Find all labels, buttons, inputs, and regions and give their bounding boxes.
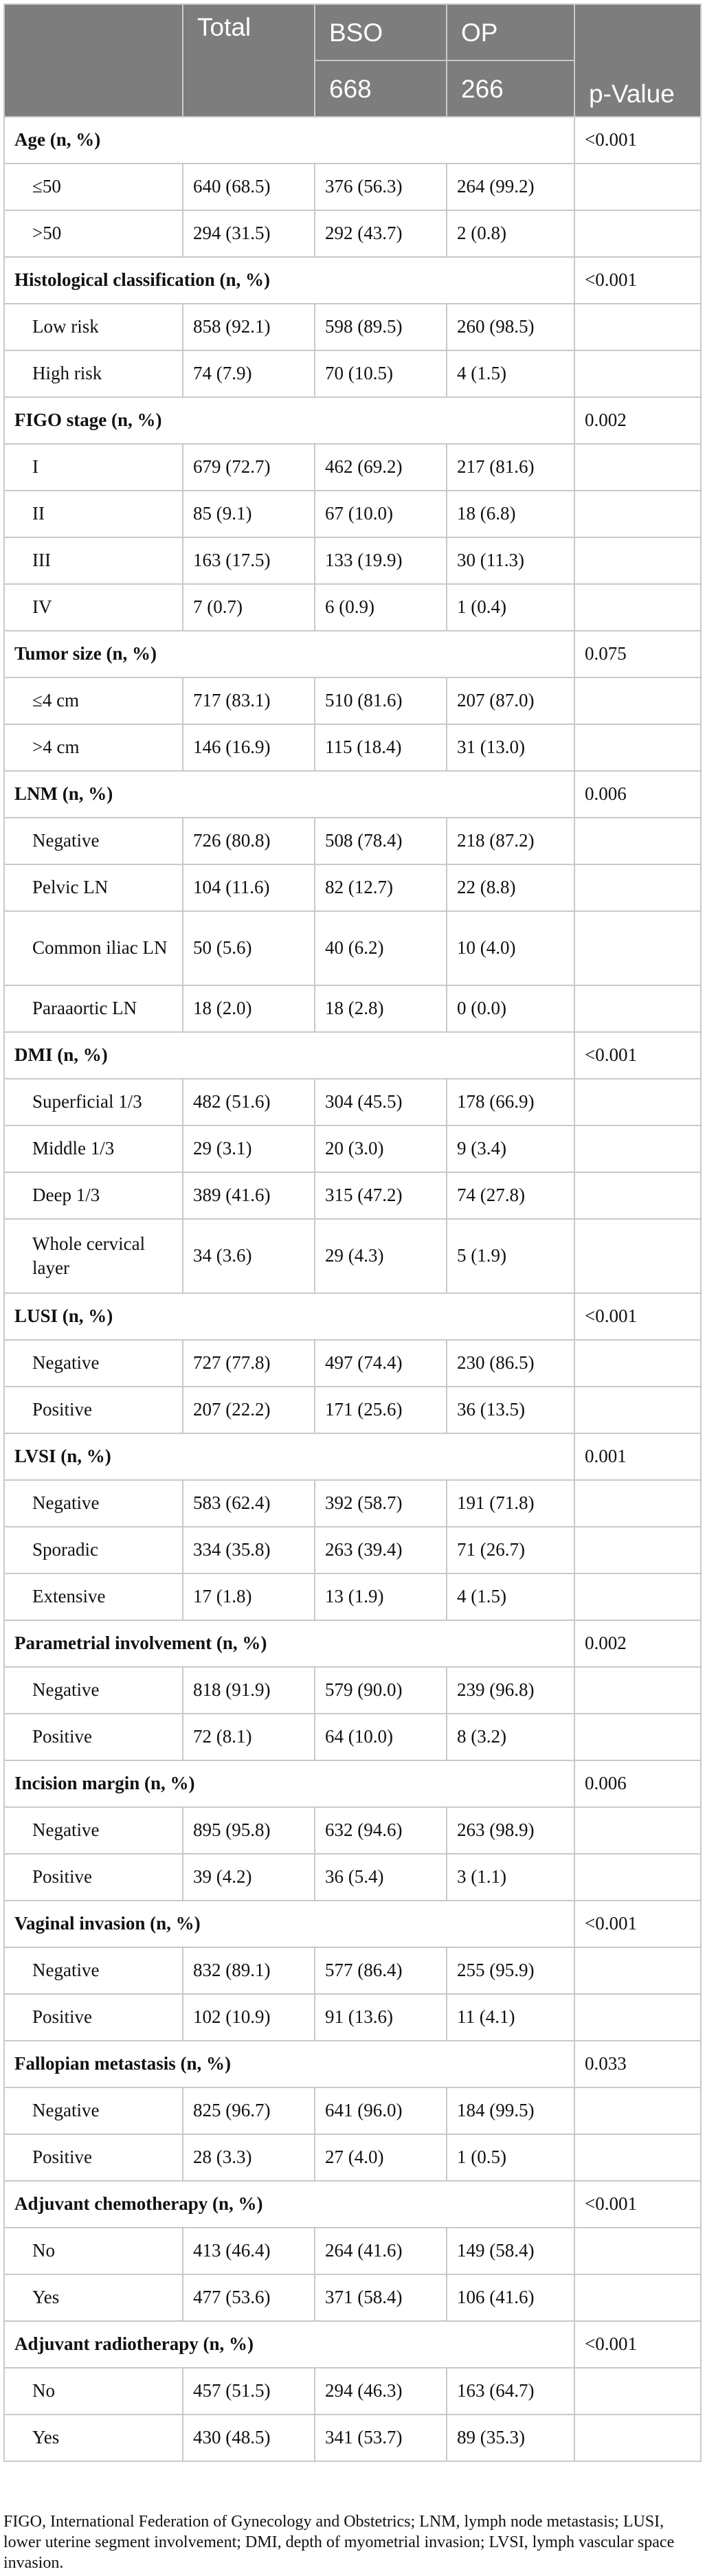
cell-p-empty <box>574 537 701 584</box>
cell-op: 191 (71.8) <box>447 1480 574 1527</box>
cell-bso: 40 (6.2) <box>315 911 447 985</box>
table-row <box>4 444 701 491</box>
cell-p-empty <box>574 304 701 350</box>
cell-bso: 115 (18.4) <box>315 724 447 771</box>
cell-p-empty <box>574 724 701 771</box>
cell-bso: 376 (56.3) <box>315 164 447 210</box>
cell-op: 10 (4.0) <box>447 911 574 985</box>
cell-p-empty <box>574 2368 701 2415</box>
row-label: High risk <box>4 350 183 397</box>
row-label: ≤4 cm <box>4 677 183 724</box>
cell-p-empty <box>574 444 701 491</box>
cell-p-empty <box>574 985 701 1032</box>
cell-op: 89 (35.3) <box>447 2415 574 2461</box>
cell-total: 726 (80.8) <box>183 818 315 864</box>
cell-total: 29 (3.1) <box>183 1125 315 1172</box>
cell-total: 717 (83.1) <box>183 677 315 724</box>
section-p-value: 0.006 <box>574 771 701 818</box>
cell-bso: 341 (53.7) <box>315 2415 447 2461</box>
table-row <box>4 1947 701 1994</box>
cell-op: 2 (0.8) <box>447 210 574 257</box>
cell-p-empty <box>574 1079 701 1125</box>
cell-bso: 13 (1.9) <box>315 1573 447 1620</box>
cell-op: 1 (0.5) <box>447 2134 574 2181</box>
cell-total: 146 (16.9) <box>183 724 315 771</box>
section-p-value: <0.001 <box>574 1901 701 1947</box>
cell-total: 50 (5.6) <box>183 911 315 985</box>
cell-p-empty <box>574 2274 701 2321</box>
section-header-row <box>4 1293 701 1340</box>
table-row <box>4 1172 701 1219</box>
table-row <box>4 985 701 1032</box>
cell-p-empty <box>574 350 701 397</box>
cell-op: 239 (96.8) <box>447 1667 574 1714</box>
cell-p-empty <box>574 2087 701 2134</box>
table-row <box>4 1994 701 2041</box>
table-row <box>4 2415 701 2461</box>
row-label: Superficial 1/3 <box>4 1079 183 1125</box>
table-header <box>4 4 701 117</box>
cell-p-empty <box>574 1480 701 1527</box>
row-label: Negative <box>4 2087 183 2134</box>
cell-total: 430 (48.5) <box>183 2415 315 2461</box>
table-row <box>4 677 701 724</box>
cell-op: 217 (81.6) <box>447 444 574 491</box>
row-label: Negative <box>4 1807 183 1854</box>
cell-total: 104 (11.6) <box>183 864 315 911</box>
cell-bso: 294 (46.3) <box>315 2368 447 2415</box>
table-row <box>4 1125 701 1172</box>
cell-op: 207 (87.0) <box>447 677 574 724</box>
cell-p-empty <box>574 1387 701 1433</box>
section-p-value: <0.001 <box>574 1032 701 1079</box>
cell-op: 4 (1.5) <box>447 350 574 397</box>
header-blank <box>4 4 183 117</box>
section-header-row <box>4 1620 701 1667</box>
cell-bso: 263 (39.4) <box>315 1527 447 1573</box>
section-title: DMI (n, %) <box>4 1032 574 1079</box>
row-label: Negative <box>4 818 183 864</box>
cell-p-empty <box>574 911 701 985</box>
table-row <box>4 491 701 537</box>
table-row <box>4 1387 701 1433</box>
cell-op: 8 (3.2) <box>447 1714 574 1760</box>
section-p-value: 0.033 <box>574 2041 701 2087</box>
cell-op: 255 (95.9) <box>447 1947 574 1994</box>
cell-total: 102 (10.9) <box>183 1994 315 2041</box>
table-row <box>4 1219 701 1293</box>
header-op-n: 266 <box>447 60 574 117</box>
cell-op: 0 (0.0) <box>447 985 574 1032</box>
cell-total: 39 (4.2) <box>183 1854 315 1901</box>
section-header-row <box>4 1901 701 1947</box>
table-row <box>4 1079 701 1125</box>
cell-bso: 264 (41.6) <box>315 2228 447 2274</box>
row-label: Negative <box>4 1480 183 1527</box>
cell-p-empty <box>574 2228 701 2274</box>
cell-op: 106 (41.6) <box>447 2274 574 2321</box>
table-row <box>4 864 701 911</box>
cell-total: 85 (9.1) <box>183 491 315 537</box>
cell-p-empty <box>574 677 701 724</box>
cell-bso: 577 (86.4) <box>315 1947 447 1994</box>
header-op: OP <box>447 4 574 60</box>
section-header-row <box>4 1433 701 1480</box>
cell-op: 184 (99.5) <box>447 2087 574 2134</box>
table-row <box>4 2087 701 2134</box>
row-label: Common iliac LN <box>4 911 183 985</box>
table-row <box>4 818 701 864</box>
section-title: LVSI (n, %) <box>4 1433 574 1480</box>
section-header-row <box>4 1760 701 1807</box>
cell-total: 832 (89.1) <box>183 1947 315 1994</box>
cell-total: 727 (77.8) <box>183 1340 315 1387</box>
cell-p-empty <box>574 210 701 257</box>
cell-total: 679 (72.7) <box>183 444 315 491</box>
table-row <box>4 2228 701 2274</box>
cell-op: 71 (26.7) <box>447 1527 574 1573</box>
table-row <box>4 1340 701 1387</box>
row-label: Positive <box>4 1387 183 1433</box>
cell-bso: 29 (4.3) <box>315 1219 447 1293</box>
cell-p-empty <box>574 1807 701 1854</box>
section-title: Parametrial involvement (n, %) <box>4 1620 574 1667</box>
cell-p-empty <box>574 1573 701 1620</box>
cell-op: 1 (0.4) <box>447 584 574 631</box>
cell-bso: 64 (10.0) <box>315 1714 447 1760</box>
section-title: Adjuvant radiotherapy (n, %) <box>4 2321 574 2368</box>
cell-bso: 292 (43.7) <box>315 210 447 257</box>
cell-op: 5 (1.9) <box>447 1219 574 1293</box>
cell-bso: 133 (19.9) <box>315 537 447 584</box>
table-row <box>4 1480 701 1527</box>
cell-p-empty <box>574 1172 701 1219</box>
header-pvalue: p-Value <box>574 4 701 117</box>
header-bso: BSO <box>315 4 447 60</box>
cell-bso: 27 (4.0) <box>315 2134 447 2181</box>
cell-bso: 36 (5.4) <box>315 1854 447 1901</box>
cell-bso: 497 (74.4) <box>315 1340 447 1387</box>
cell-op: 263 (98.9) <box>447 1807 574 1854</box>
row-label: Positive <box>4 1714 183 1760</box>
cell-op: 178 (66.9) <box>447 1079 574 1125</box>
cell-total: 389 (41.6) <box>183 1172 315 1219</box>
table-row <box>4 584 701 631</box>
table-row <box>4 1854 701 1901</box>
cell-bso: 6 (0.9) <box>315 584 447 631</box>
table-row <box>4 2368 701 2415</box>
cell-p-empty <box>574 164 701 210</box>
table-row <box>4 210 701 257</box>
cell-p-empty <box>574 1994 701 2041</box>
row-label: Negative <box>4 1947 183 1994</box>
cell-p-empty <box>574 1527 701 1573</box>
cell-total: 72 (8.1) <box>183 1714 315 1760</box>
cell-p-empty <box>574 864 701 911</box>
table-footnote: FIGO, International Federation of Gynecology and Obstetrics; LNM, lymph node metastasis; LUSI, lower uterine segment involvement; DMI, depth of myometrial invasion; LVSI, lymph vascular space invasion. <box>3 2513 675 2572</box>
row-label: Negative <box>4 1667 183 1714</box>
row-label: >50 <box>4 210 183 257</box>
row-label: Negative <box>4 1340 183 1387</box>
cell-total: 7 (0.7) <box>183 584 315 631</box>
section-p-value: <0.001 <box>574 117 701 164</box>
row-label: Positive <box>4 1854 183 1901</box>
row-label: Low risk <box>4 304 183 350</box>
table-row <box>4 1527 701 1573</box>
cell-bso: 598 (89.5) <box>315 304 447 350</box>
cell-bso: 641 (96.0) <box>315 2087 447 2134</box>
cell-total: 18 (2.0) <box>183 985 315 1032</box>
section-header-row <box>4 257 701 304</box>
cell-total: 207 (22.2) <box>183 1387 315 1433</box>
section-title: Incision margin (n, %) <box>4 1760 574 1807</box>
header-total: Total <box>183 4 315 117</box>
section-p-value: <0.001 <box>574 2321 701 2368</box>
cell-op: 36 (13.5) <box>447 1387 574 1433</box>
section-title: Tumor size (n, %) <box>4 631 574 677</box>
cell-op: 163 (64.7) <box>447 2368 574 2415</box>
cell-bso: 18 (2.8) <box>315 985 447 1032</box>
cell-p-empty <box>574 584 701 631</box>
cell-op: 11 (4.1) <box>447 1994 574 2041</box>
row-label: III <box>4 537 183 584</box>
cell-total: 34 (3.6) <box>183 1219 315 1293</box>
table-row <box>4 304 701 350</box>
section-p-value: 0.002 <box>574 1620 701 1667</box>
cell-op: 22 (8.8) <box>447 864 574 911</box>
cell-total: 457 (51.5) <box>183 2368 315 2415</box>
cell-bso: 462 (69.2) <box>315 444 447 491</box>
section-header-row <box>4 771 701 818</box>
cell-op: 218 (87.2) <box>447 818 574 864</box>
cell-bso: 70 (10.5) <box>315 350 447 397</box>
row-label: Yes <box>4 2274 183 2321</box>
cell-op: 4 (1.5) <box>447 1573 574 1620</box>
row-label: No <box>4 2228 183 2274</box>
section-title: FIGO stage (n, %) <box>4 397 574 444</box>
table-row <box>4 164 701 210</box>
cell-op: 74 (27.8) <box>447 1172 574 1219</box>
cell-p-empty <box>574 1714 701 1760</box>
section-p-value: 0.001 <box>574 1433 701 1480</box>
cell-total: 825 (96.7) <box>183 2087 315 2134</box>
cell-p-empty <box>574 1219 701 1293</box>
cell-bso: 171 (25.6) <box>315 1387 447 1433</box>
cell-total: 17 (1.8) <box>183 1573 315 1620</box>
cell-bso: 632 (94.6) <box>315 1807 447 1854</box>
table-row <box>4 1714 701 1760</box>
characteristics-table <box>3 3 702 2462</box>
cell-total: 477 (53.6) <box>183 2274 315 2321</box>
section-header-row <box>4 2321 701 2368</box>
row-label: Positive <box>4 2134 183 2181</box>
section-title: LUSI (n, %) <box>4 1293 574 1340</box>
row-label: >4 cm <box>4 724 183 771</box>
cell-total: 74 (7.9) <box>183 350 315 397</box>
section-header-row <box>4 1032 701 1079</box>
section-header-row <box>4 117 701 164</box>
row-label: II <box>4 491 183 537</box>
cell-bso: 510 (81.6) <box>315 677 447 724</box>
cell-op: 30 (11.3) <box>447 537 574 584</box>
table-row <box>4 1667 701 1714</box>
table-row <box>4 1807 701 1854</box>
section-title: Histological classification (n, %) <box>4 257 574 304</box>
section-p-value: <0.001 <box>574 2181 701 2228</box>
row-label: Paraaortic LN <box>4 985 183 1032</box>
cell-op: 31 (13.0) <box>447 724 574 771</box>
cell-bso: 304 (45.5) <box>315 1079 447 1125</box>
cell-bso: 82 (12.7) <box>315 864 447 911</box>
cell-op: 149 (58.4) <box>447 2228 574 2274</box>
cell-total: 640 (68.5) <box>183 164 315 210</box>
cell-bso: 508 (78.4) <box>315 818 447 864</box>
section-p-value: <0.001 <box>574 1293 701 1340</box>
table-row <box>4 350 701 397</box>
table-body <box>4 117 701 2461</box>
cell-p-empty <box>574 1340 701 1387</box>
cell-bso: 579 (90.0) <box>315 1667 447 1714</box>
cell-p-empty <box>574 1125 701 1172</box>
section-header-row <box>4 2181 701 2228</box>
cell-op: 260 (98.5) <box>447 304 574 350</box>
row-label: Middle 1/3 <box>4 1125 183 1172</box>
row-label: Whole cervical layer <box>4 1219 183 1293</box>
cell-p-empty <box>574 2134 701 2181</box>
cell-op: 230 (86.5) <box>447 1340 574 1387</box>
section-title: LNM (n, %) <box>4 771 574 818</box>
row-label: Deep 1/3 <box>4 1172 183 1219</box>
row-label: IV <box>4 584 183 631</box>
row-label: Pelvic LN <box>4 864 183 911</box>
section-header-row <box>4 2041 701 2087</box>
section-p-value: 0.002 <box>574 397 701 444</box>
section-p-value: 0.006 <box>574 1760 701 1807</box>
section-p-value: 0.075 <box>574 631 701 677</box>
row-label: Yes <box>4 2415 183 2461</box>
cell-total: 334 (35.8) <box>183 1527 315 1573</box>
row-label: No <box>4 2368 183 2415</box>
header-bso-n: 668 <box>315 60 447 117</box>
table-row <box>4 537 701 584</box>
table-row <box>4 2134 701 2181</box>
row-label: ≤50 <box>4 164 183 210</box>
cell-op: 3 (1.1) <box>447 1854 574 1901</box>
cell-op: 9 (3.4) <box>447 1125 574 1172</box>
cell-total: 163 (17.5) <box>183 537 315 584</box>
cell-op: 18 (6.8) <box>447 491 574 537</box>
cell-p-empty <box>574 1854 701 1901</box>
cell-total: 294 (31.5) <box>183 210 315 257</box>
cell-total: 28 (3.3) <box>183 2134 315 2181</box>
section-p-value: <0.001 <box>574 257 701 304</box>
section-title: Age (n, %) <box>4 117 574 164</box>
cell-bso: 91 (13.6) <box>315 1994 447 2041</box>
row-label: I <box>4 444 183 491</box>
table-row <box>4 724 701 771</box>
cell-bso: 371 (58.4) <box>315 2274 447 2321</box>
cell-p-empty <box>574 818 701 864</box>
row-label: Positive <box>4 1994 183 2041</box>
cell-bso: 67 (10.0) <box>315 491 447 537</box>
row-label: Sporadic <box>4 1527 183 1573</box>
cell-total: 818 (91.9) <box>183 1667 315 1714</box>
cell-bso: 20 (3.0) <box>315 1125 447 1172</box>
table-row <box>4 2274 701 2321</box>
cell-total: 583 (62.4) <box>183 1480 315 1527</box>
section-title: Adjuvant chemotherapy (n, %) <box>4 2181 574 2228</box>
section-header-row <box>4 397 701 444</box>
cell-bso: 315 (47.2) <box>315 1172 447 1219</box>
cell-total: 482 (51.6) <box>183 1079 315 1125</box>
section-header-row <box>4 631 701 677</box>
row-label: Extensive <box>4 1573 183 1620</box>
cell-total: 858 (92.1) <box>183 304 315 350</box>
cell-op: 264 (99.2) <box>447 164 574 210</box>
table-row <box>4 1573 701 1620</box>
cell-total: 413 (46.4) <box>183 2228 315 2274</box>
section-title: Vaginal invasion (n, %) <box>4 1901 574 1947</box>
cell-p-empty <box>574 1667 701 1714</box>
cell-bso: 392 (58.7) <box>315 1480 447 1527</box>
cell-p-empty <box>574 2415 701 2461</box>
section-title: Fallopian metastasis (n, %) <box>4 2041 574 2087</box>
cell-p-empty <box>574 1947 701 1994</box>
table-row <box>4 911 701 985</box>
cell-total: 895 (95.8) <box>183 1807 315 1854</box>
cell-p-empty <box>574 491 701 537</box>
